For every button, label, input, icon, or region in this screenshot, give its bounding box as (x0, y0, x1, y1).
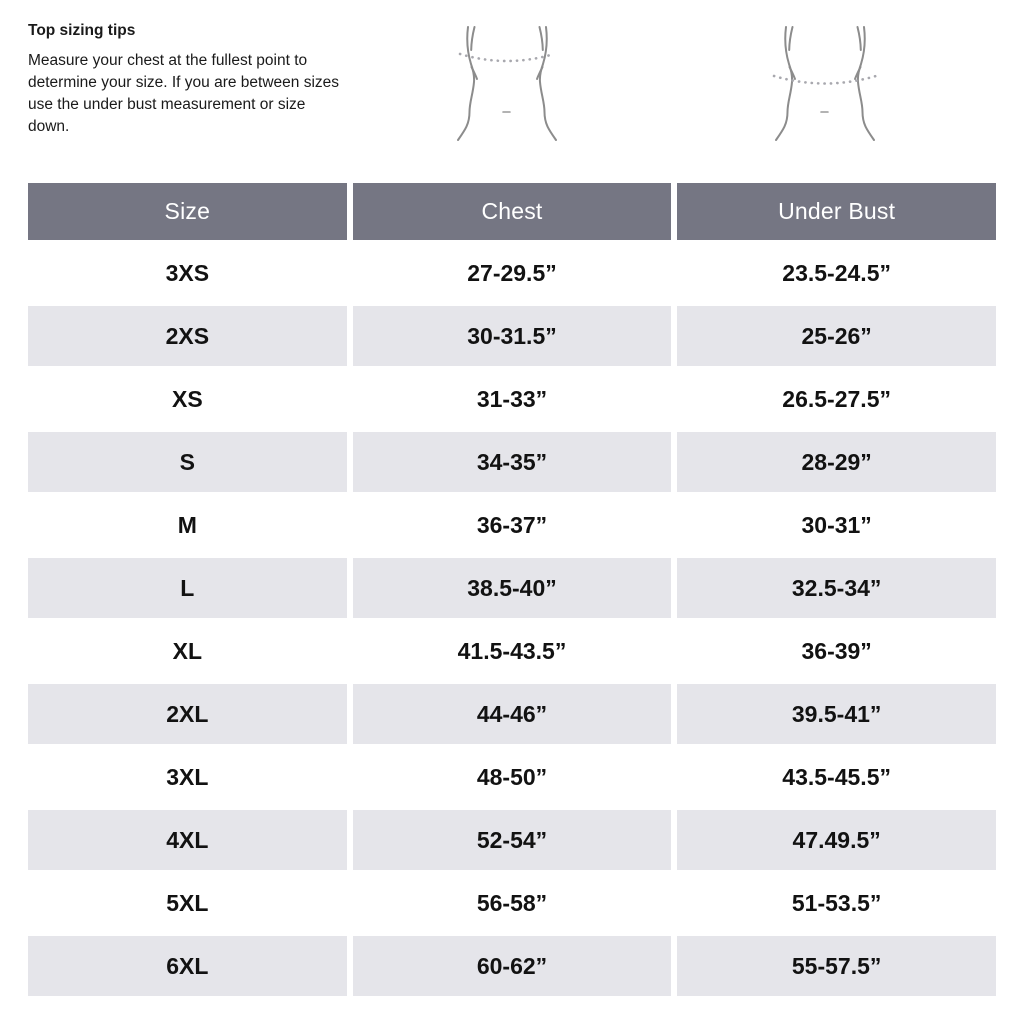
table-cell-5xl-under-bust: 51-53.5” (677, 873, 996, 933)
table-cell-s-under-bust: 28-29” (677, 432, 996, 492)
table-cell-2xs-size: 2XS (28, 306, 347, 366)
table-cell-xs-under-bust: 26.5-27.5” (677, 369, 996, 429)
table-cell-3xl-under-bust: 43.5-45.5” (677, 747, 996, 807)
under-bust-dotted-measure-line (774, 76, 876, 84)
table-cell-m-size: M (28, 495, 347, 555)
table-cell-3xs-chest: 27-29.5” (353, 243, 672, 303)
table-cell-3xs-under-bust: 23.5-24.5” (677, 243, 996, 303)
table-cell-xl-chest: 41.5-43.5” (353, 621, 672, 681)
table-cell-4xl-under-bust: 47.49.5” (677, 810, 996, 870)
chest-dotted-measure-line (460, 54, 554, 61)
table-cell-l-chest: 38.5-40” (353, 558, 672, 618)
table-cell-xs-size: XS (28, 369, 347, 429)
table-cell-2xl-size: 2XL (28, 684, 347, 744)
table-cell-3xl-chest: 48-50” (353, 747, 672, 807)
table-cell-2xs-under-bust: 25-26” (677, 306, 996, 366)
table-cell-xl-size: XL (28, 621, 347, 681)
table-cell-4xl-chest: 52-54” (353, 810, 672, 870)
table-cell-6xl-under-bust: 55-57.5” (677, 936, 996, 996)
table-cell-2xs-chest: 30-31.5” (353, 306, 672, 366)
size-table (28, 183, 996, 996)
table-cell-6xl-size: 6XL (28, 936, 347, 996)
table-cell-3xl-size: 3XL (28, 747, 347, 807)
table-cell-5xl-size: 5XL (28, 873, 347, 933)
table-cell-5xl-chest: 56-58” (353, 873, 672, 933)
table-cell-m-chest: 36-37” (353, 495, 672, 555)
table-cell-s-chest: 34-35” (353, 432, 672, 492)
column-header-chest: Chest (353, 183, 672, 240)
table-cell-2xl-under-bust: 39.5-41” (677, 684, 996, 744)
table-cell-m-under-bust: 30-31” (677, 495, 996, 555)
table-cell-xs-chest: 31-33” (353, 369, 672, 429)
table-cell-4xl-size: 4XL (28, 810, 347, 870)
table-cell-3xs-size: 3XS (28, 243, 347, 303)
column-header-size: Size (28, 183, 347, 240)
table-cell-xl-under-bust: 36-39” (677, 621, 996, 681)
table-cell-2xl-chest: 44-46” (353, 684, 672, 744)
table-cell-l-under-bust: 32.5-34” (677, 558, 996, 618)
table-cell-s-size: S (28, 432, 347, 492)
under-bust-measurement-figure-icon (765, 24, 885, 142)
tips-title: Top sizing tips (28, 22, 136, 39)
chest-measurement-figure-icon (447, 24, 567, 142)
tips-body: Measure your chest at the fullest point to determine your size. If you are between sizes use the under bust measurement or size down. (28, 52, 340, 135)
torso-outline (458, 27, 556, 140)
column-header-under-bust: Under Bust (677, 183, 996, 240)
table-cell-l-size: L (28, 558, 347, 618)
table-cell-6xl-chest: 60-62” (353, 936, 672, 996)
sizing-tips-block (28, 22, 340, 138)
